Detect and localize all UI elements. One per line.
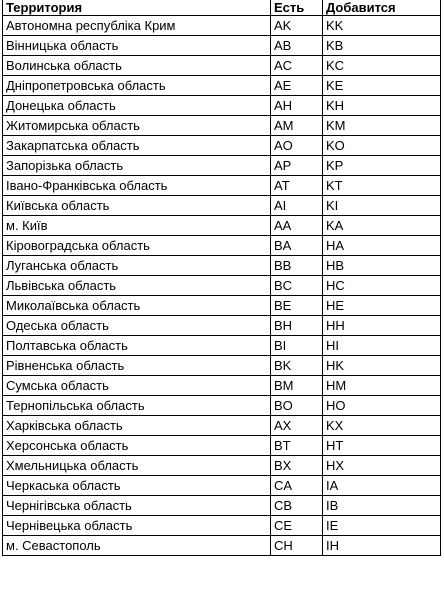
current-code-cell: AM — [271, 116, 323, 136]
table-row — [3, 336, 441, 356]
current-code-cell: BT — [271, 436, 323, 456]
added-code-cell: KB — [323, 36, 441, 56]
territory-cell: Черкаська область — [3, 476, 271, 496]
table-body — [3, 16, 441, 556]
added-code-cell: HO — [323, 396, 441, 416]
table-row — [3, 436, 441, 456]
current-code-cell: CH — [271, 536, 323, 556]
table-row — [3, 16, 441, 36]
added-code-cell: HH — [323, 316, 441, 336]
current-code-cell: CA — [271, 476, 323, 496]
current-code-cell: BB — [271, 256, 323, 276]
table-row — [3, 96, 441, 116]
added-code-cell: KA — [323, 216, 441, 236]
table-row — [3, 376, 441, 396]
current-code-cell: AX — [271, 416, 323, 436]
territory-cell: Вінницька область — [3, 36, 271, 56]
current-code-cell: AK — [271, 16, 323, 36]
current-code-cell: BX — [271, 456, 323, 476]
current-code-cell: AP — [271, 156, 323, 176]
territory-cell: Івано-Франківська область — [3, 176, 271, 196]
added-code-cell: HA — [323, 236, 441, 256]
territory-cell: м. Київ — [3, 216, 271, 236]
added-code-cell: IE — [323, 516, 441, 536]
current-code-cell: AI — [271, 196, 323, 216]
added-code-cell: HM — [323, 376, 441, 396]
territory-cell: Львівська область — [3, 276, 271, 296]
added-code-cell: KX — [323, 416, 441, 436]
added-code-cell: KH — [323, 96, 441, 116]
added-code-cell: HT — [323, 436, 441, 456]
added-code-cell: HE — [323, 296, 441, 316]
current-code-cell: AT — [271, 176, 323, 196]
added-code-cell: KO — [323, 136, 441, 156]
current-code-cell: CB — [271, 496, 323, 516]
added-code-cell: KP — [323, 156, 441, 176]
added-code-cell: KI — [323, 196, 441, 216]
table-row — [3, 136, 441, 156]
current-code-cell: CE — [271, 516, 323, 536]
table-row — [3, 516, 441, 536]
table-row — [3, 396, 441, 416]
current-code-cell: AO — [271, 136, 323, 156]
table-row — [3, 56, 441, 76]
territory-cell: Миколаївська область — [3, 296, 271, 316]
table-row — [3, 256, 441, 276]
current-code-cell: AA — [271, 216, 323, 236]
current-code-cell: BA — [271, 236, 323, 256]
current-code-cell: BH — [271, 316, 323, 336]
territory-cell: Житомирська область — [3, 116, 271, 136]
current-code-cell: BE — [271, 296, 323, 316]
current-code-cell: AH — [271, 96, 323, 116]
territory-cell: Рівненська область — [3, 356, 271, 376]
table-row — [3, 196, 441, 216]
territory-cell: Харківська область — [3, 416, 271, 436]
current-code-cell: BO — [271, 396, 323, 416]
added-code-cell: HC — [323, 276, 441, 296]
table-row — [3, 216, 441, 236]
added-code-cell: HK — [323, 356, 441, 376]
table-row — [3, 36, 441, 56]
territory-cell: Чернігівська область — [3, 496, 271, 516]
territory-cell: Хмельницька область — [3, 456, 271, 476]
territory-cell: м. Севастополь — [3, 536, 271, 556]
territory-cell: Чернівецька область — [3, 516, 271, 536]
header-added: Добавится — [323, 0, 441, 16]
table-header-row — [3, 0, 441, 16]
current-code-cell: BC — [271, 276, 323, 296]
territory-cell: Одеська область — [3, 316, 271, 336]
added-code-cell: IB — [323, 496, 441, 516]
added-code-cell: KM — [323, 116, 441, 136]
added-code-cell: IH — [323, 536, 441, 556]
added-code-cell: KT — [323, 176, 441, 196]
table-row — [3, 496, 441, 516]
header-current: Есть — [271, 0, 323, 16]
territory-cell: Донецька область — [3, 96, 271, 116]
table-row — [3, 316, 441, 336]
territory-cell: Київська область — [3, 196, 271, 216]
added-code-cell: KK — [323, 16, 441, 36]
table-row — [3, 156, 441, 176]
current-code-cell: AC — [271, 56, 323, 76]
table-row — [3, 296, 441, 316]
added-code-cell: HI — [323, 336, 441, 356]
region-codes-table — [2, 0, 441, 556]
added-code-cell: HB — [323, 256, 441, 276]
added-code-cell: HX — [323, 456, 441, 476]
table-row — [3, 356, 441, 376]
added-code-cell: IA — [323, 476, 441, 496]
territory-cell: Луганська область — [3, 256, 271, 276]
table-row — [3, 276, 441, 296]
table-row — [3, 116, 441, 136]
current-code-cell: BM — [271, 376, 323, 396]
table-row — [3, 416, 441, 436]
current-code-cell: AB — [271, 36, 323, 56]
header-territory: Территория — [3, 0, 271, 16]
added-code-cell: KC — [323, 56, 441, 76]
territory-cell: Полтавська область — [3, 336, 271, 356]
table-row — [3, 476, 441, 496]
current-code-cell: BK — [271, 356, 323, 376]
territory-cell: Кіровоградська область — [3, 236, 271, 256]
territory-cell: Сумська область — [3, 376, 271, 396]
territory-cell: Херсонська область — [3, 436, 271, 456]
territory-cell: Волинська область — [3, 56, 271, 76]
territory-cell: Закарпатська область — [3, 136, 271, 156]
table-row — [3, 236, 441, 256]
current-code-cell: BI — [271, 336, 323, 356]
table-row — [3, 536, 441, 556]
current-code-cell: AE — [271, 76, 323, 96]
territory-cell: Дніпропетровська область — [3, 76, 271, 96]
territory-cell: Запорізька область — [3, 156, 271, 176]
table-row — [3, 456, 441, 476]
table-row — [3, 176, 441, 196]
added-code-cell: KE — [323, 76, 441, 96]
table-row — [3, 76, 441, 96]
territory-cell: Автономна республіка Крим — [3, 16, 271, 36]
territory-cell: Тернопільська область — [3, 396, 271, 416]
